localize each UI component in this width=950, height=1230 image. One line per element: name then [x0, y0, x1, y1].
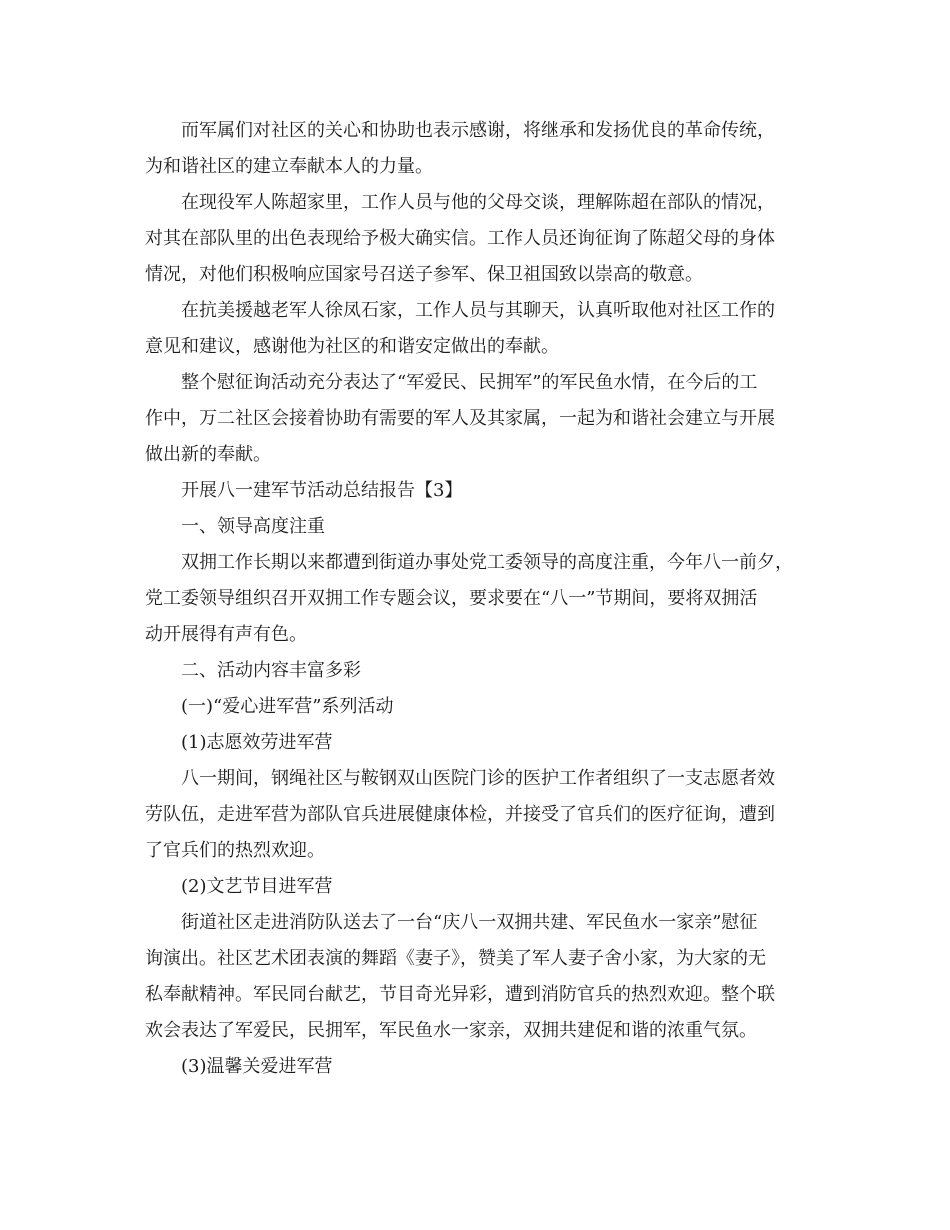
text-line: 双拥工作长期以来都遭到街道办事处党工委领导的高度注重，今年八一前夕，: [181, 552, 793, 573]
text-line: 党工委领导组织召开双拥工作专题会议，要求要在“八一”节期间，要将双拥活: [145, 588, 758, 609]
subheading: (1)志愿效劳进军营: [181, 732, 333, 753]
text-line: 情况，对他们积极响应国家号召送子参军、保卫祖国致以崇高的敬意。: [145, 264, 703, 285]
text-line: 街道社区走进消防队送去了一台“庆八一双拥共建、军民鱼水一家亲”慰征: [181, 912, 758, 933]
text-line: 欢会表达了军爱民，民拥军，军民鱼水一家亲，双拥共建促和谐的浓重气氛。: [145, 1020, 757, 1041]
text-line: 做出新的奉献。: [145, 444, 271, 465]
text-line: 整个慰征询活动充分表达了“军爱民、民拥军”的军民鱼水情，在今后的工: [181, 372, 758, 393]
subheading: 二、活动内容丰富多彩: [181, 660, 361, 681]
text-line: 对其在部队里的出色表现给予极大确实信。工作人员还询征询了陈超父母的身体: [145, 228, 775, 249]
subheading: (2)文艺节目进军营: [181, 876, 333, 897]
text-line: 为和谐社区的建立奉献本人的力量。: [145, 156, 433, 177]
subheading: 一、领导高度注重: [181, 516, 325, 537]
subheading: (3)温馨关爱进军营: [181, 1056, 333, 1077]
text-line: 询演出。社区艺术团表演的舞蹈《妻子》，赞美了军人妻子舍小家，为大家的无: [145, 948, 766, 969]
text-line: 动开展得有声有色。: [145, 624, 307, 645]
text-line: 而军属们对社区的关心和协助也表示感谢，将继承和发扬优良的革命传统，: [181, 120, 775, 141]
text-line: 作中，万二社区会接着协助有需要的军人及其家属，一起为和谐社会建立与开展: [145, 408, 775, 429]
text-line: 了官兵们的热烈欢迎。: [145, 840, 325, 861]
subheading: (一)“爱心进军营”系列活动: [181, 696, 394, 717]
text-line: 在现役军人陈超家里，工作人员与他的父母交谈，理解陈超在部队的情况，: [181, 192, 775, 213]
document-body: [145, 113, 810, 1085]
text-line: 在抗美援越老军人徐凤石家，工作人员与其聊天，认真听取他对社区工作的: [181, 300, 775, 321]
text-line: 八一期间，钢绳社区与鞍钢双山医院门诊的医护工作者组织了一支志愿者效: [181, 768, 775, 789]
section-heading: 开展八一建军节活动总结报告【3】: [181, 480, 463, 501]
text-line: 劳队伍，走进军营为部队官兵进展健康体检，并接受了官兵们的医疗征询，遭到: [145, 804, 775, 825]
text-line: 意见和建议，感谢他为社区的和谐安定做出的奉献。: [145, 336, 559, 357]
text-line: 私奉献精神。军民同台献艺，节目奇光异彩，遭到消防官兵的热烈欢迎。整个联: [145, 984, 775, 1005]
